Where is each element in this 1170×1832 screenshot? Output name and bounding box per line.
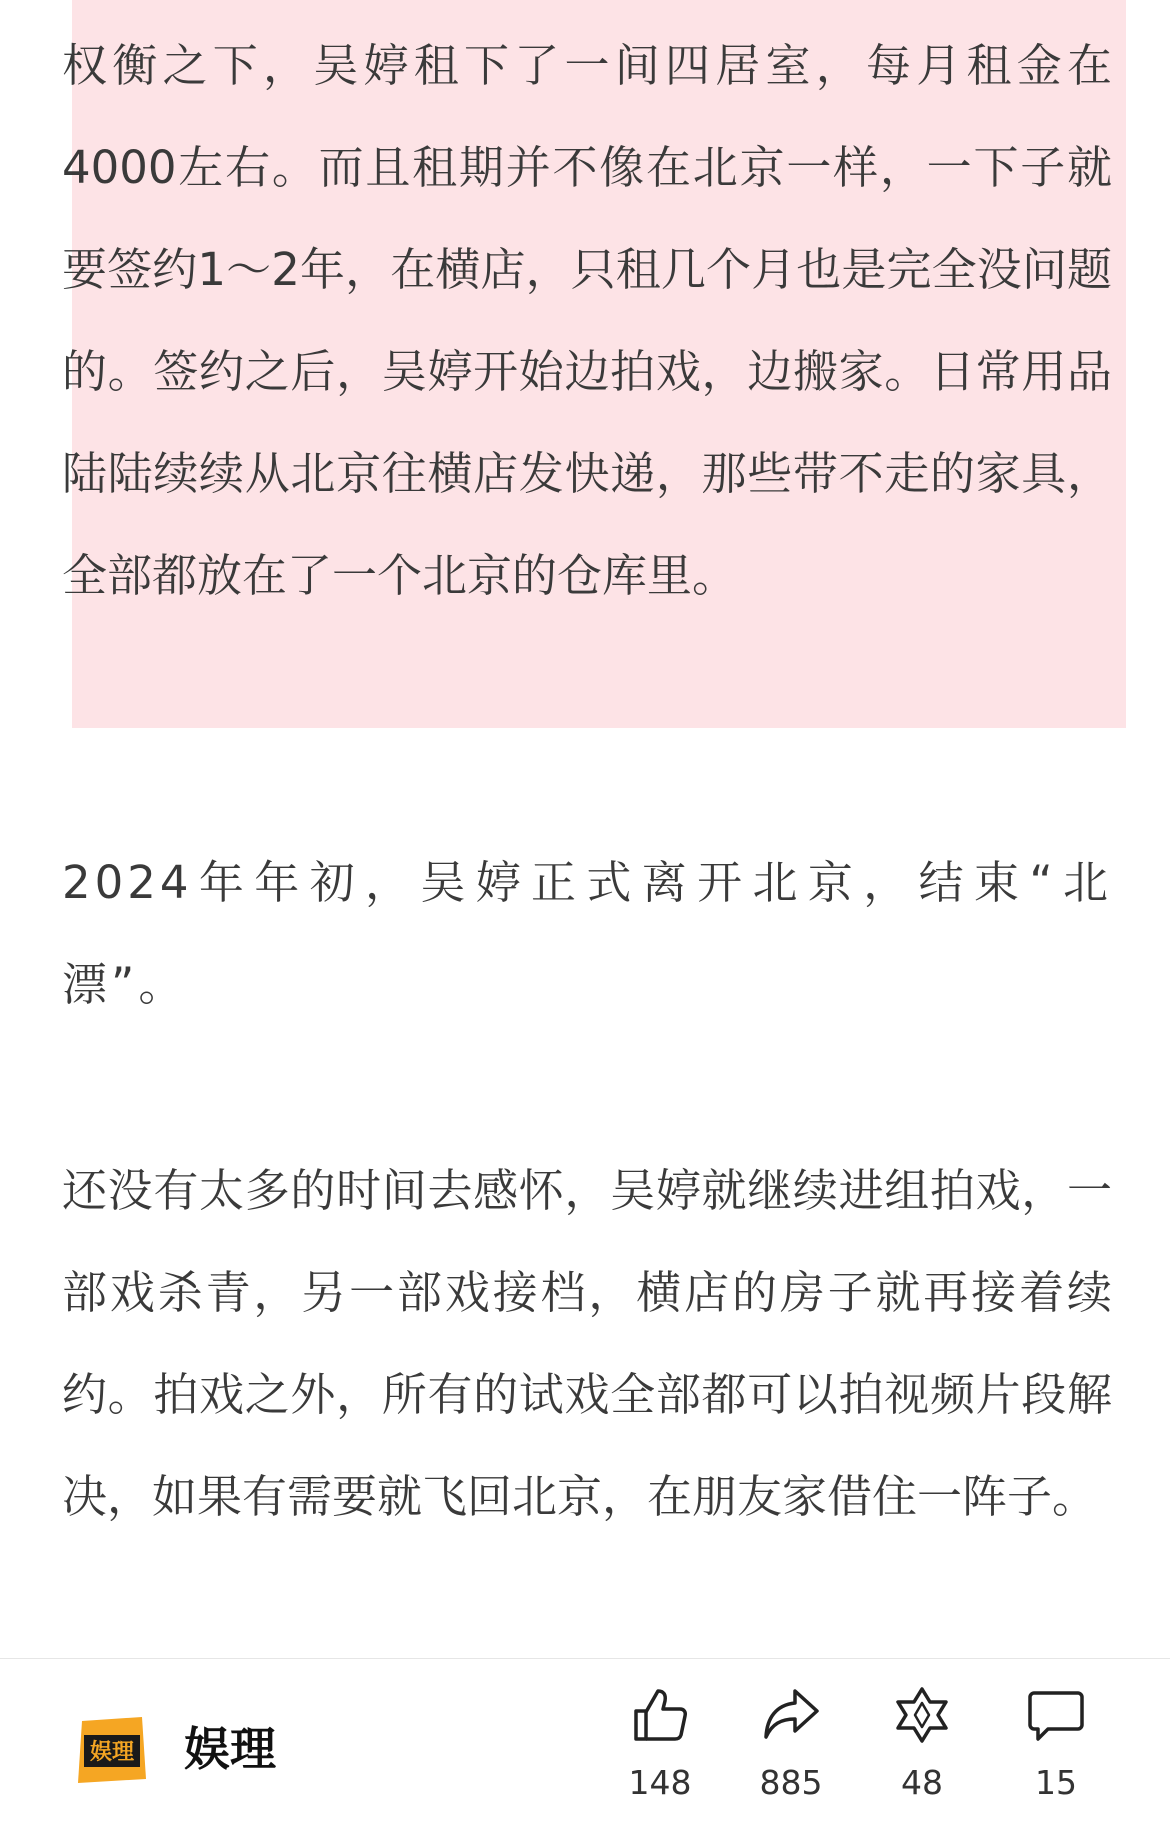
- like-button[interactable]: [600, 1685, 720, 1803]
- comment-button[interactable]: [996, 1685, 1116, 1803]
- comment-bubble-icon: [1026, 1685, 1086, 1745]
- like-count: 148: [628, 1763, 692, 1802]
- share-arrow-icon: [761, 1685, 821, 1745]
- star-icon: [892, 1685, 952, 1745]
- share-count: 885: [759, 1763, 823, 1802]
- article-paragraph: 2024年年初，吴婷正式离开北京，结束“北漂”。: [62, 856, 1112, 1011]
- article-footer-bar: [0, 1658, 1170, 1832]
- article-paragraph: 还没有太多的时间去感怀，吴婷就继续进组拍戏，一部戏杀青，另一部戏接档，横店的房子就再接着续约。拍戏之外，所有的试戏全部都可以拍视频片段解决，如果有需要就飞回北京，在朋友家借住一阵子。: [62, 1164, 1112, 1523]
- favorite-button[interactable]: [862, 1685, 982, 1803]
- comment-count: 15: [1035, 1763, 1077, 1802]
- favorite-count: 48: [901, 1763, 943, 1802]
- brand-logo[interactable]: [76, 1715, 148, 1785]
- brand-name[interactable]: 娱理: [184, 1722, 276, 1776]
- thumbs-up-icon: [630, 1685, 690, 1745]
- logo-text: 娱理: [89, 1740, 135, 1765]
- article-paragraph: 权衡之下，吴婷租下了一间四居室，每月租金在4000左右。而且租期并不像在北京一样，一下子就要签约1～2年，在横店，只租几个月也是完全没问题的。签约之后，吴婷开始边拍戏，边搬家。日常用品陆陆续续从北京往横店发快递，那些带不走的家具，全部都放在了一个北京的仓库里。: [62, 39, 1112, 602]
- share-button[interactable]: [731, 1685, 851, 1803]
